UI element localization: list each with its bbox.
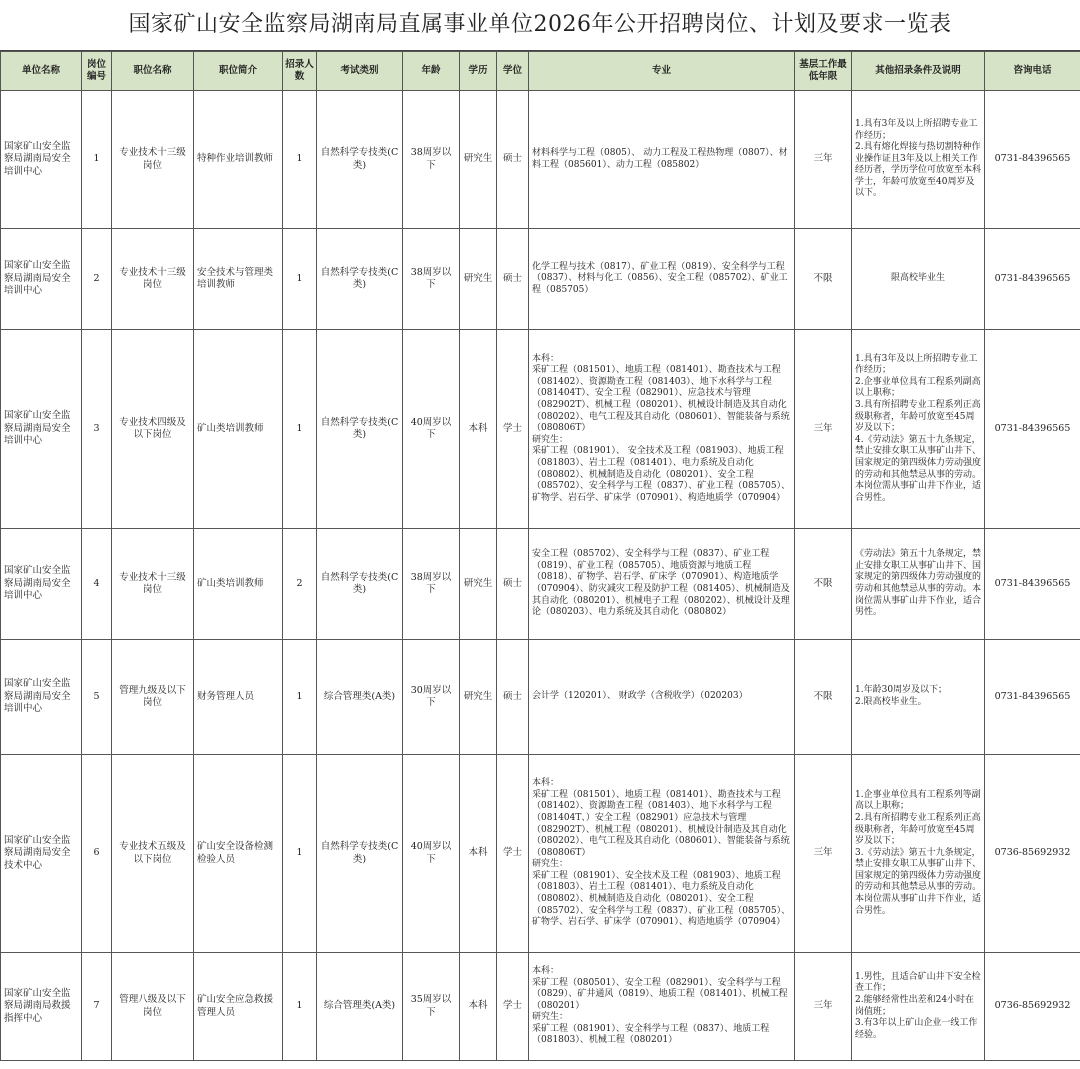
post-no-cell: 7 [82, 953, 112, 1061]
intro-cell: 矿山类培训教师 [194, 330, 283, 529]
header-position: 职位名称 [112, 52, 194, 91]
major-cell: 会计学（120201）、 财政学（含税收学）（020203） [529, 640, 795, 755]
count-cell: 2 [283, 529, 317, 640]
age-cell: 38周岁以下 [403, 91, 460, 229]
position-cell: 专业技术十三级岗位 [112, 229, 194, 330]
count-cell: 1 [283, 330, 317, 529]
intro-cell: 安全技术与管理类培训教师 [194, 229, 283, 330]
phone-cell: 0736-85692932 [985, 953, 1080, 1061]
intro-cell: 财务管理人员 [194, 640, 283, 755]
conditions-cell: 《劳动法》第五十九条规定，禁止安排女职工从事矿山井下、国家规定的第四级体力劳动强度的劳动和其他禁忌从事的劳动。本岗位需从事矿山井下作业，适合男性。 [852, 529, 985, 640]
position-cell: 专业技术五级及以下岗位 [112, 755, 194, 953]
major-cell: 本科： 采矿工程（080501）、安全工程（082901）、安全科学与工程（0829）、矿井通风（0819）、地质工程（081401）、机械工程（080201） 研究生： 采矿工程（081901）、安全科学与工程（0837）、地质工程（081803）、机械工程（080201） [529, 953, 795, 1061]
phone-cell: 0736-85692932 [985, 755, 1080, 953]
major-cell: 材料科学与工程（0805）、 动力工程及工程热物理（0807）、材料工程（085601）、动力工程（085802） [529, 91, 795, 229]
exam-cell: 自然科学专技类(C类) [317, 91, 403, 229]
conditions-cell: 限高校毕业生 [852, 229, 985, 330]
position-cell: 专业技术四级及以下岗位 [112, 330, 194, 529]
education-cell: 研究生 [460, 640, 497, 755]
header-age: 年龄 [403, 52, 460, 91]
intro-cell: 矿山安全设备检测检验人员 [194, 755, 283, 953]
degree-cell: 学士 [497, 953, 529, 1061]
education-cell: 本科 [460, 953, 497, 1061]
unit-cell: 国家矿山安全监察局湖南局安全培训中心 [1, 640, 82, 755]
intro-cell: 特种作业培训教师 [194, 91, 283, 229]
min-years-cell: 不限 [795, 640, 852, 755]
age-cell: 38周岁以下 [403, 229, 460, 330]
min-years-cell: 三年 [795, 755, 852, 953]
unit-cell: 国家矿山安全监察局湖南局救援指挥中心 [1, 953, 82, 1061]
position-cell: 管理九级及以下岗位 [112, 640, 194, 755]
phone-cell: 0731-84396565 [985, 91, 1080, 229]
age-cell: 38周岁以下 [403, 529, 460, 640]
intro-cell: 矿山安全应急救援管理人员 [194, 953, 283, 1061]
intro-cell: 矿山类培训教师 [194, 529, 283, 640]
degree-cell: 硕士 [497, 529, 529, 640]
min-years-cell: 三年 [795, 91, 852, 229]
header-unit: 单位名称 [1, 52, 82, 91]
unit-cell: 国家矿山安全监察局湖南局安全培训中心 [1, 229, 82, 330]
header-conditions: 其他招录条件及说明 [852, 52, 985, 91]
header-post-no: 岗位编号 [82, 52, 112, 91]
page-title: 国家矿山安全监察局湖南局直属事业单位2026年公开招聘岗位、计划及要求一览表 [0, 0, 1080, 51]
table-row [1, 529, 1080, 640]
count-cell: 1 [283, 229, 317, 330]
phone-cell: 0731-84396565 [985, 529, 1080, 640]
header-phone: 咨询电话 [985, 52, 1080, 91]
min-years-cell: 不限 [795, 529, 852, 640]
conditions-cell: 1.具有3年及以上所招聘专业工作经历； 2.企事业单位具有工程系列副高以上职称； 3.具有所招聘专业工程系列正高级职称者，年龄可放宽至45周岁及以下； 4.《劳动法》第五十九条规定，禁止安排女职工从事矿山井下、国家规定的第四级体力劳动强度的劳动和其他禁忌从事的劳动。本岗位需从事矿山井下作业，适合男性。 [852, 330, 985, 529]
exam-cell: 自然科学专技类(C类) [317, 755, 403, 953]
exam-cell: 自然科学专技类(C类) [317, 229, 403, 330]
table-row [1, 640, 1080, 755]
conditions-cell: 1.男性，且适合矿山井下安全检查工作； 2.能够经常性出差和24小时在岗值班； 3.有3年以上矿山企业一线工作经验。 [852, 953, 985, 1061]
exam-cell: 自然科学专技类(C类) [317, 529, 403, 640]
post-no-cell: 5 [82, 640, 112, 755]
conditions-cell: 1.企事业单位具有工程系列等副高以上职称； 2.具有所招聘专业工程系列正高级职称者，年龄可放宽至45周岁及以下； 3.《劳动法》第五十九条规定，禁止安排女职工从事矿山井下、国家规定的第四级体力劳动强度的劳动和其他禁忌从事的劳动。本岗位需从事矿山井下作业，适合男性。 [852, 755, 985, 953]
position-cell: 专业技术十三级岗位 [112, 529, 194, 640]
education-cell: 研究生 [460, 91, 497, 229]
recruitment-table [0, 51, 1080, 1061]
count-cell: 1 [283, 640, 317, 755]
unit-cell: 国家矿山安全监察局湖南局安全培训中心 [1, 91, 82, 229]
post-no-cell: 3 [82, 330, 112, 529]
table-row [1, 755, 1080, 953]
unit-cell: 国家矿山安全监察局湖南局安全技术中心 [1, 755, 82, 953]
degree-cell: 硕士 [497, 640, 529, 755]
table-row [1, 229, 1080, 330]
age-cell: 30周岁以下 [403, 640, 460, 755]
position-cell: 专业技术十三级岗位 [112, 91, 194, 229]
education-cell: 研究生 [460, 529, 497, 640]
table-row [1, 330, 1080, 529]
education-cell: 本科 [460, 755, 497, 953]
min-years-cell: 三年 [795, 330, 852, 529]
header-intro: 职位简介 [194, 52, 283, 91]
exam-cell: 综合管理类(A类) [317, 953, 403, 1061]
min-years-cell: 不限 [795, 229, 852, 330]
degree-cell: 学士 [497, 755, 529, 953]
major-cell: 本科： 采矿工程（081501）、地质工程（081401）、勘查技术与工程（081402）、资源勘查工程（081403）、地下水科学与工程（081404T）、安全工程（082901）、应急技术与管理（082902T）、机械工程（080201）、机械设计制造及其自动化（080202）、电气工程及其自动化（080601）、智能装备与系统（080806T） 研究生： 采矿工程（081901）、 安全技术及工程（081903）、地质工程（081803）、岩土工程（081401）、电力系统及自动化（080802）、机械制造及自动化（080201）、安全工程（085702）、安全科学与工程（0837）、矿业工程（085705）、矿物学、岩石学、矿床学（070901）、构造地质学（070904） [529, 330, 795, 529]
table-row [1, 953, 1080, 1061]
education-cell: 研究生 [460, 229, 497, 330]
unit-cell: 国家矿山安全监察局湖南局安全培训中心 [1, 529, 82, 640]
table-row [1, 91, 1080, 229]
exam-cell: 综合管理类(A类) [317, 640, 403, 755]
phone-cell: 0731-84396565 [985, 640, 1080, 755]
major-cell: 本科： 采矿工程（081501）、地质工程（081401）、勘查技术与工程（081402）、资源勘查工程（081403）、地下水科学与工程（081404T、）安全工程（082901）应急技术与管理（082902T）、机械工程（080201）、机械设计制造及其自动化（080202）、电气工程及其自动化（080601）、智能装备与系统（080806T） 研究生： 采矿工程（081901）、安全技术及工程（081903）、地质工程（081803）、岩土工程（081401）、电力系统及自动化（080802）、机械制造及自动化（080201）、安全工程（085702）、安全科学与工程（0837）、矿业工程（085705）、矿物学、岩石学、矿床学（070901）、构造地质学（070904） [529, 755, 795, 953]
min-years-cell: 三年 [795, 953, 852, 1061]
degree-cell: 硕士 [497, 91, 529, 229]
exam-cell: 自然科学专技类(C类) [317, 330, 403, 529]
header-row [1, 52, 1080, 91]
position-cell: 管理八级及以下岗位 [112, 953, 194, 1061]
header-degree: 学位 [497, 52, 529, 91]
post-no-cell: 1 [82, 91, 112, 229]
count-cell: 1 [283, 755, 317, 953]
degree-cell: 硕士 [497, 229, 529, 330]
post-no-cell: 2 [82, 229, 112, 330]
count-cell: 1 [283, 91, 317, 229]
major-cell: 安全工程（085702）、安全科学与工程（0837）、矿业工程（0819）、矿业工程（085705）、地质资源与地质工程（0818）、矿物学、岩石学、矿床学（070901）、构造地质学（070904）、防灾减灾工程及防护工程（081405）、机械制造及其自动化（080201）、机械电子工程（080202）、机械设计及理论（080203）、电力系统及其自动化（080802） [529, 529, 795, 640]
conditions-cell: 1.年龄30周岁及以下； 2.限高校毕业生。 [852, 640, 985, 755]
unit-cell: 国家矿山安全监察局湖南局安全培训中心 [1, 330, 82, 529]
education-cell: 本科 [460, 330, 497, 529]
header-exam: 考试类别 [317, 52, 403, 91]
phone-cell: 0731-84396565 [985, 229, 1080, 330]
header-education: 学历 [460, 52, 497, 91]
post-no-cell: 4 [82, 529, 112, 640]
count-cell: 1 [283, 953, 317, 1061]
major-cell: 化学工程与技术（0817）、矿业工程（0819）、安全科学与工程（0837）、材料与化工（0856）、安全工程（085702）、矿业工程（085705） [529, 229, 795, 330]
post-no-cell: 6 [82, 755, 112, 953]
conditions-cell: 1.具有3年及以上所招聘专业工作经历； 2.具有熔化焊接与热切割特种作业操作证且3年及以上相关工作经历者，学历学位可放宽至本科学士，年龄可放宽至40周岁及以下。 [852, 91, 985, 229]
age-cell: 35周岁以下 [403, 953, 460, 1061]
header-major: 专业 [529, 52, 795, 91]
degree-cell: 学士 [497, 330, 529, 529]
header-min-years: 基层工作最低年限 [795, 52, 852, 91]
phone-cell: 0731-84396565 [985, 330, 1080, 529]
header-count: 招录人数 [283, 52, 317, 91]
age-cell: 40周岁以下 [403, 330, 460, 529]
table-body [1, 91, 1080, 1061]
age-cell: 40周岁以下 [403, 755, 460, 953]
